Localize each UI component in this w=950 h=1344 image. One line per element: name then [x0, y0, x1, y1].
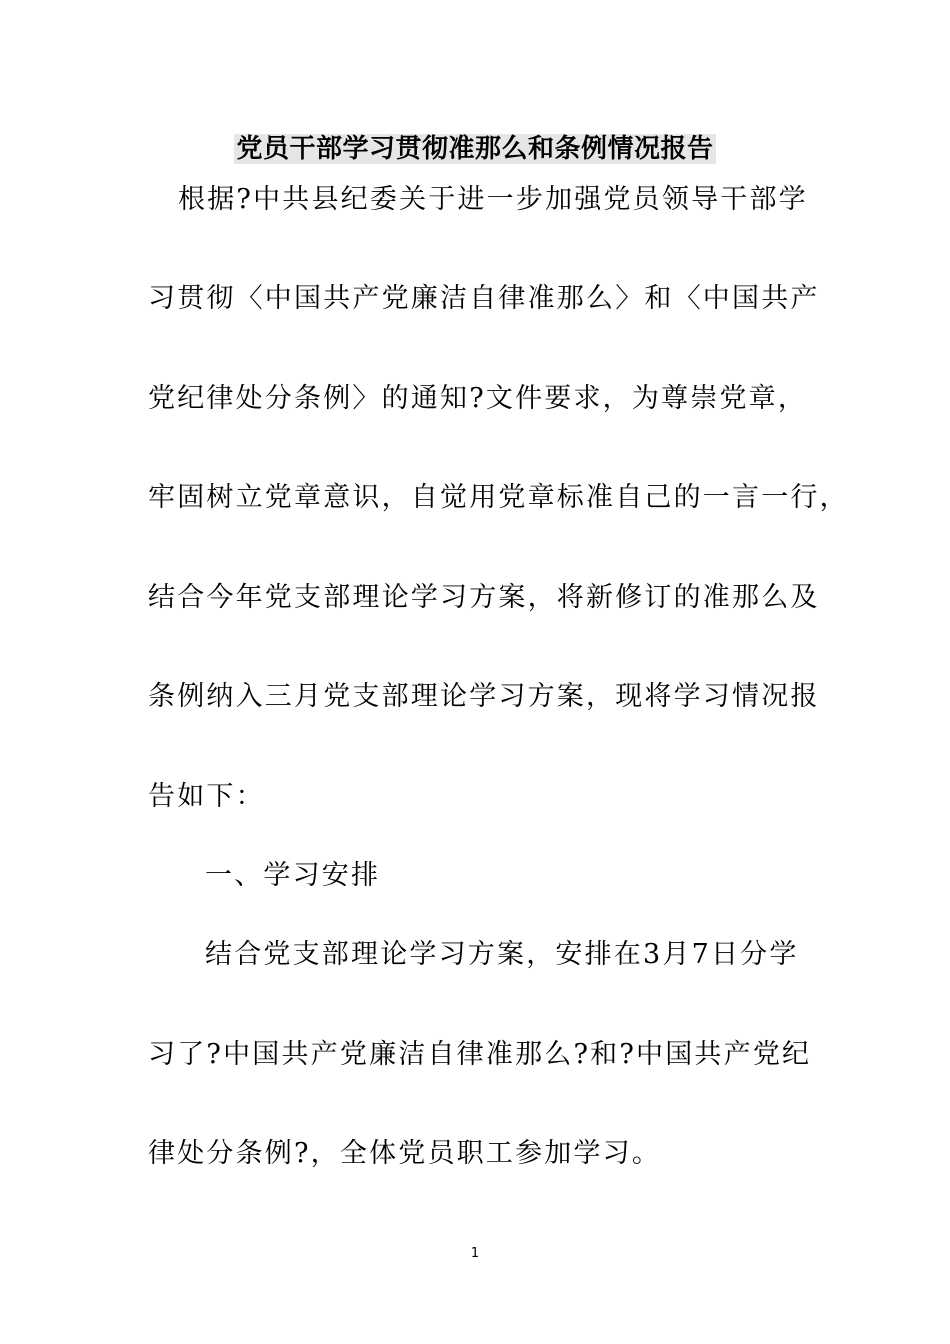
paragraph-line: 根据?中共县纪委关于进一步加强党员领导干部学 [178, 184, 808, 215]
paragraph-line: 律处分条例?，全体党员职工参加学习。 [148, 1138, 662, 1169]
paragraph-line: 告如下： [148, 781, 265, 812]
paragraph-line: 牢固树立党章意识，自觉用党章标准自己的一言一行， [148, 482, 849, 513]
page-number: 1 [470, 1246, 480, 1261]
document-title [0, 131, 950, 167]
paragraph-line: 习贯彻〈中国共产党廉洁自律准那么〉和〈中国共产 [148, 283, 820, 314]
paragraph-line: 结合今年党支部理论学习方案，将新修订的准那么及 [148, 582, 820, 613]
document-title-text: 党员干部学习贯彻准那么和条例情况报告 [236, 134, 714, 164]
paragraph-line: 条例纳入三月党支部理论学习方案，现将学习情况报 [148, 681, 820, 712]
paragraph-line: 习了?中国共产党廉洁自律准那么?和?中国共产党纪 [148, 1039, 812, 1070]
paragraph-line: 结合党支部理论学习方案，安排在3月7日分学 [205, 939, 799, 970]
paragraph-line: 党纪律处分条例〉的通知?文件要求，为尊崇党章， [148, 383, 808, 414]
section-heading: 一、学习安排 [205, 860, 381, 891]
